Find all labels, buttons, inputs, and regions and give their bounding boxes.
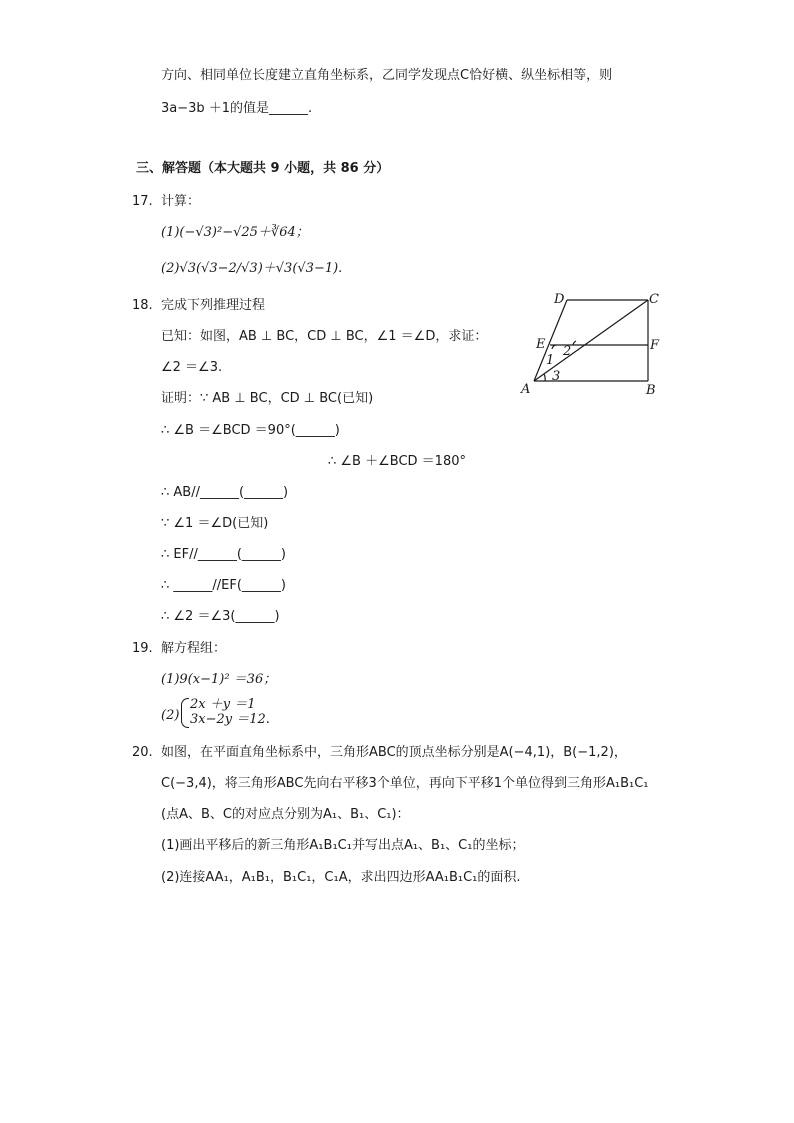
label-C: C xyxy=(649,292,659,307)
label-angle-1: 1 xyxy=(546,353,555,368)
label-A: A xyxy=(521,382,531,397)
q16-line2: 3a−3b ＋1的值是______. xyxy=(161,101,313,116)
q20-line2: C(−3,4)，将三角形ABC先向右平移3个单位，再向下平移1个单位得到三角形A₁B₁C₁ xyxy=(161,776,649,791)
q18-proof-step8: ∴ ∠2 ＝∠3(______) xyxy=(161,609,280,624)
q18-proof-step7: ∴ ______//EF(______) xyxy=(161,578,286,593)
angle-3-arc xyxy=(544,374,545,381)
q17-part2: (2)√3(√3−2/√3)＋√3(√3−1). xyxy=(161,261,343,276)
q19-part2-label: (2) xyxy=(161,708,180,723)
q17-stem: 计算： xyxy=(161,194,201,209)
q18-geometry-figure xyxy=(518,288,668,398)
angle-2-arc xyxy=(573,341,576,345)
q19-part1: (1)9(x−1)² ＝36； xyxy=(161,672,277,687)
q17-part1: (1)(−√3)²−√25＋∛64； xyxy=(161,225,309,240)
q20-part1: (1)画出平移后的新三角形A₁B₁C₁并写出点A₁、B₁、C₁的坐标； xyxy=(161,838,525,853)
q18-stem: 完成下列推理过程 xyxy=(161,298,266,313)
q20-line1: 如图，在平面直角坐标系中，三角形ABC的顶点坐标分别是A(−4,1)，B(−1,2)， xyxy=(161,745,627,760)
q18-number: 18. xyxy=(132,298,153,313)
q18-proof-step1: 证明：∵ AB ⊥ BC，CD ⊥ BC(已知) xyxy=(161,391,374,406)
q19-equation1: 2x ＋y ＝1 xyxy=(190,697,256,712)
q19-number: 19. xyxy=(132,641,153,656)
q18-proof-step4: ∴ AB//______(______) xyxy=(161,485,289,500)
q18-proof-step2: ∴ ∠B ＝∠BCD ＝90°(______) xyxy=(161,423,340,438)
q18-given-line2: ∠2 ＝∠3. xyxy=(161,360,223,375)
q18-proof-step3: ∴ ∠B ＋∠BCD ＝180° xyxy=(328,454,466,469)
q19-brace xyxy=(181,698,189,728)
q19-stem: 解方程组： xyxy=(161,641,227,656)
q18-given-line1: 已知：如图，AB ⊥ BC，CD ⊥ BC，∠1 ＝∠D，求证： xyxy=(161,329,488,344)
q19-equation2: 3x−2y ＝12. xyxy=(190,712,270,727)
q18-proof-step5: ∵ ∠1 ＝∠D(已知) xyxy=(161,516,269,531)
q17-number: 17. xyxy=(132,194,153,209)
q20-part2: (2)连接AA₁，A₁B₁，B₁C₁，C₁A，求出四边形AA₁B₁C₁的面积. xyxy=(161,870,521,885)
q20-number: 20. xyxy=(132,745,153,760)
label-F: F xyxy=(650,338,660,353)
label-angle-2: 2 xyxy=(563,344,572,359)
q16-line1: 方向、相同单位长度建立直角坐标系，乙同学发现点C恰好横、纵坐标相等，则 xyxy=(161,68,613,83)
q18-proof-step6: ∴ EF//______(______) xyxy=(161,547,286,562)
label-E: E xyxy=(536,337,546,352)
q20-line3: (点A、B、C的对应点分别为A₁、B₁、C₁)： xyxy=(161,807,410,822)
label-D: D xyxy=(554,292,565,307)
label-angle-3: 3 xyxy=(552,369,561,384)
label-B: B xyxy=(646,383,656,398)
angle-1-arc xyxy=(552,345,556,349)
section-title: 三、解答题（本大题共 9 小题，共 86 分） xyxy=(136,161,390,176)
